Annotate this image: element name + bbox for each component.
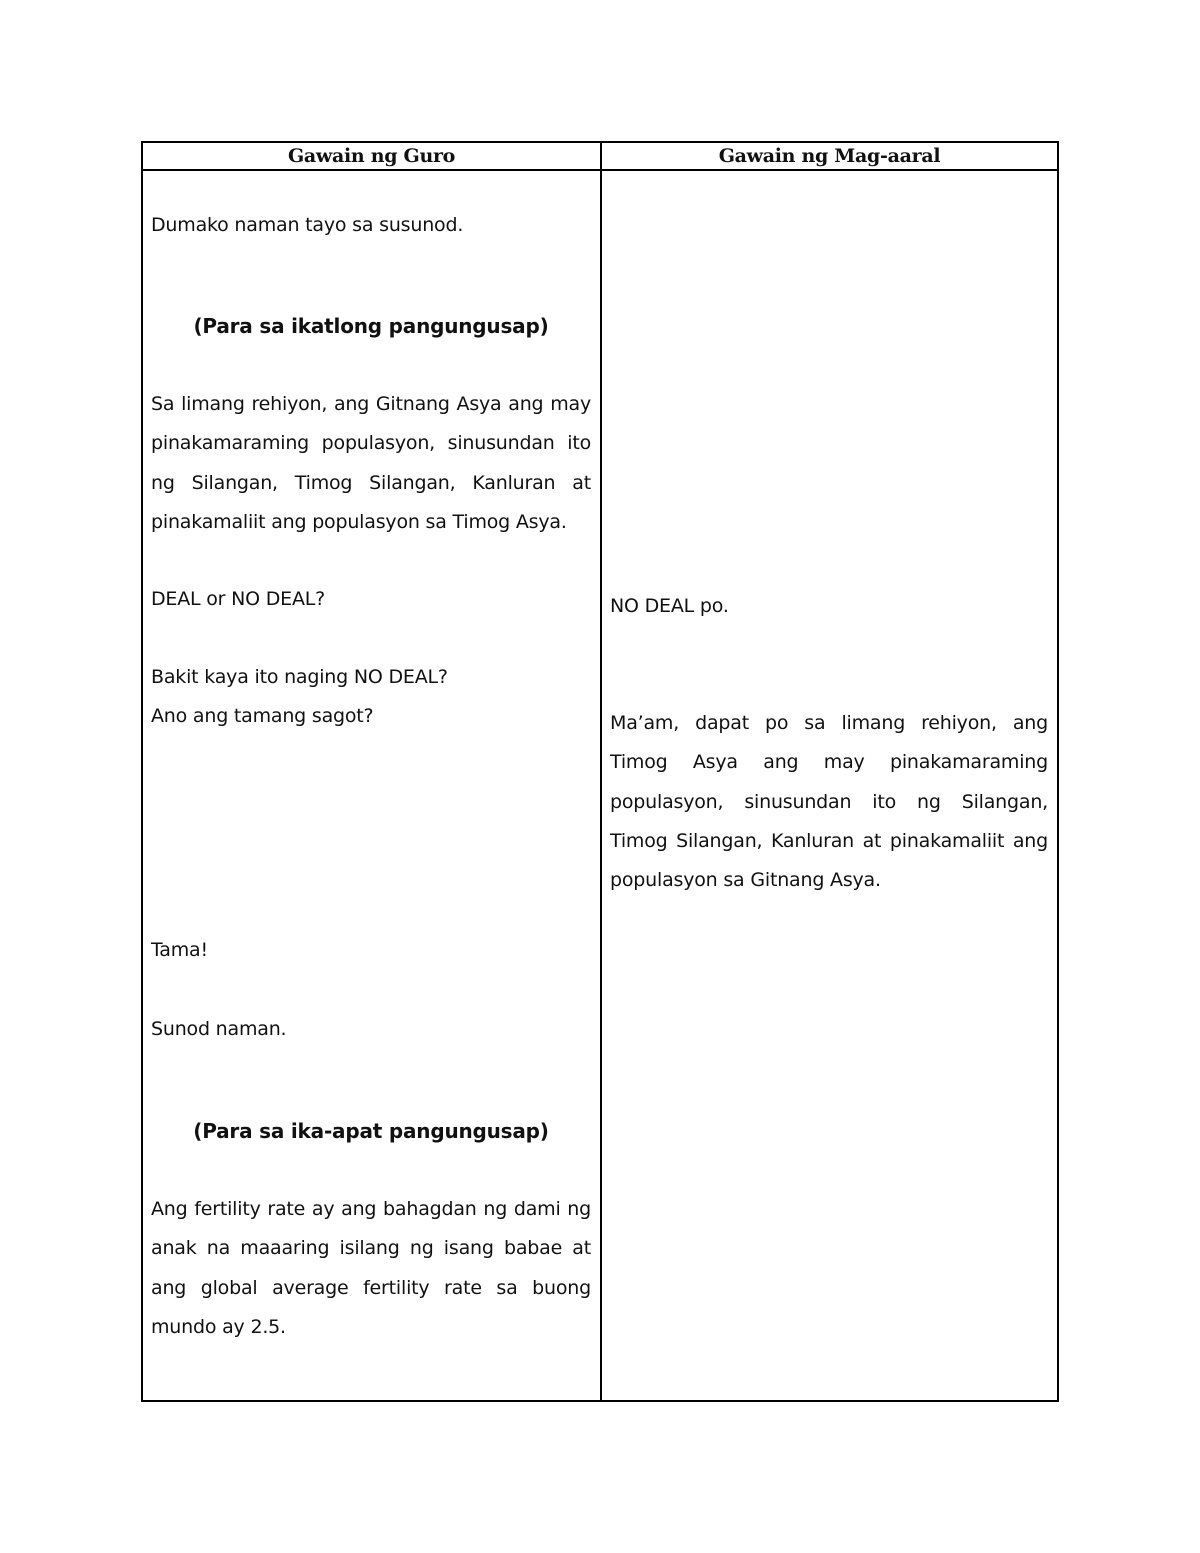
column-divider (600, 143, 602, 1400)
student-corrected-answer: Ma’am, dapat po sa limang rehiyon, ang Timog Asya ang may pinakamaraming populasyon, sinusundan ito ng Silangan, Timog Silangan, Kanluran at pinakamaliit ang populasyon sa Gitnang Asya. (610, 712, 1048, 892)
fourth-sentence-heading: (Para sa ika-apat pangungusap) (193, 1119, 549, 1143)
correct-answer-question: Ano ang tamang sagot? (151, 705, 374, 727)
header-teacher-activity: Gawain ng Guro (287, 145, 456, 167)
fourth-sentence-statement: Ang fertility rate ay ang bahagdan ng dami ng anak na maaaring isilang ng isang babae at ang global average fertility rate sa buong mundo ay 2.5. (151, 1198, 591, 1338)
teacher-transition-text: Dumako naman tayo sa susunod. (151, 214, 464, 236)
deal-question: DEAL or NO DEAL? (151, 588, 326, 610)
third-sentence-statement: Sa limang rehiyon, ang Gitnang Asya ang may pinakamaraming populasyon, sinusundan ito ng Silangan, Timog Silangan, Kanluran at pinakamaliit ang populasyon sa Timog Asya. (151, 393, 591, 533)
next-text: Sunod naman. (151, 1018, 287, 1040)
third-sentence-heading: (Para sa ikatlong pangungusap) (193, 314, 549, 338)
why-question: Bakit kaya ito naging NO DEAL? (151, 666, 448, 688)
student-no-deal-response: NO DEAL po. (610, 595, 729, 617)
lesson-table (141, 141, 1059, 1402)
affirmation-text: Tama! (151, 939, 208, 961)
header-student-activity: Gawain ng Mag-aaral (718, 145, 941, 167)
header-divider (143, 169, 1057, 171)
